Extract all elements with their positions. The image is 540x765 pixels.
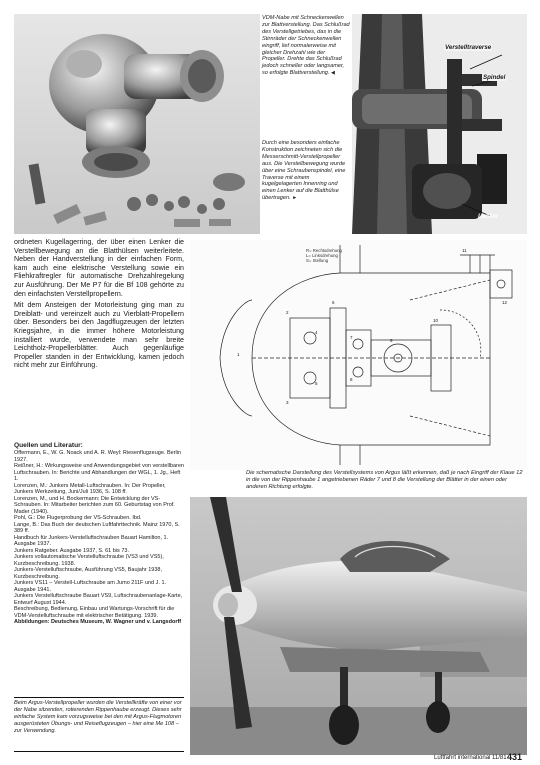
reference-item: Junkers Ratgeber. Ausgabe 1937, S. 61 bis 73. — [14, 547, 129, 554]
caption-argus-propeller: Beim Argus-Verstellpropeller wurden die Verstellkräfte von einer vor der Nabe sitzenden, rotierenden Rippenhaube erzeugt. Dieses sehr einfache System kam vorzugsweise bei den mit Argus-Flugmotoren ausgerüsteten Übungs- und Reiseflugzeugen – hier eine Me 108 – zur Verwendung. — [14, 700, 182, 734]
references — [14, 442, 184, 626]
references-title: Quellen und Literatur: — [14, 442, 83, 449]
footer-journal: Luftfahrt international 11/81 — [434, 755, 507, 761]
diagram-legend — [306, 248, 342, 263]
diagram-marker: 9 — [390, 338, 393, 343]
caption-messerschmitt — [262, 140, 350, 202]
diagram-legend-line: L= Linksdrehung — [306, 253, 338, 258]
diagram-marker: 7 — [350, 335, 353, 340]
caption-bottom-rule-top — [14, 697, 184, 698]
label-lenker: Lenker — [478, 213, 499, 220]
page-number: 431 — [507, 752, 523, 762]
reference-item: Lorenzen, M., und H. Bockermann: Die Entwicklung der VS-Schrauben. In: Mitarbeiter berichten zum 60. Geburtstag von Prof. Mader (1940). — [14, 495, 175, 515]
reference-item: Reißner, H.: Wirkungsweise und Anwendungsgebiet von verstellbaren Luftschrauben. In: Berichte und Abhandlungen der WGL, 1. Jg., Heft 1. — [14, 463, 184, 482]
reference-item: Junkers-Verstelluftschraube, Ausführung VS5, Baujahr 1938, Kurzbeschreibung. — [14, 567, 162, 580]
article-paragraph: ordneten Kugellagerring, der über einen Lenker die Verstellbewegung an die Blatthülsen weiterleitete. Neben der Handverstellung in der einfachen Form, kam auch eine elektrische Verstellung sowie ein Fliehkraftregler für automatische Drehzahlregelung zur Ausführung. Der Me P7 für die Bf 108 gehörte zu den einfachsten Verstellpropellern. — [14, 238, 184, 298]
diagram-marker: 6 — [332, 300, 335, 305]
reference-item: Lange, B.: Das Buch der deutschen Luftfahrttechnik. Mainz 1970, S. 389 ff. — [14, 521, 180, 534]
reference-item: Junkers vollautomatische Verstelluftschraube (VS3 und VS5), Kurzbeschreibung. 1938. — [14, 554, 164, 567]
diagram-marker: 11 — [462, 248, 467, 253]
caption-arrow-right-icon: ► — [292, 195, 298, 202]
caption-bottom-rule-bottom — [14, 751, 184, 752]
article-body — [14, 238, 184, 373]
caption-argus-diagram: Die schematische Darstellung des Verstellsystems von Argus läßt erkennen, daß je nach Eingriff der Klaue 12 in die von der Rippenhaube 1 angetriebenen Räder 7 und 8 die Verstellung der Blätter in der einen oder anderen Richtung erfolgte. — [246, 470, 523, 490]
diagram-marker: 4 — [315, 330, 318, 335]
reference-item: Handbuch für Junkers-Verstelluftschrauben Bauart Hamilton, 1. Ausgabe 1937. — [14, 534, 169, 547]
label-verstelltraverse: Verstelltraverse — [445, 44, 492, 51]
reference-item: Pohl, G.: Die Flugerprobung der VS-Schrauben. Ibd. — [14, 515, 142, 521]
reference-credits: Abbildungen: Deutsches Museum, W. Wagner und v. Langsdorff — [14, 619, 182, 625]
messerschmitt-mechanism-photo — [352, 14, 527, 234]
article-paragraph: Mit dem Ansteigen der Motorleistung ging man zu Dreiblatt- und vereinzelt auch zu Vierblatt-Propellern über. Besonders bei den Jagdflugzeugen der letzten Kriegsjahre, in die immer höhere Motorleistung installiert wurde, verwendete man sehr breite Leichtholz-Propellerblätter. Auch gegenläufige Propeller standen in der Entwicklung, kamen jedoch nicht mehr zur Einführung. — [14, 301, 184, 370]
diagram-legend-line: R= Rechtsdrehung — [306, 248, 342, 253]
caption-vdm-hub — [262, 15, 350, 77]
reference-item: Junkers Verstelluftschraube Bauart VS9, Luftschraubenanlage-Karte, Entwurf August 1944. — [14, 593, 183, 606]
diagram-marker: 5 — [315, 381, 318, 386]
caption-messerschmitt-text: Durch eine besonders einfache Konstruktion zeichneten sich die Messerschmitt-Verstellpropeller aus. Die Verstellbewegung wurde über eine Schraubenspindel, eine Traverse mit einem kugelgelagerten Innenring und einen Lenker auf die Blatthülse übertragen. — [262, 140, 346, 202]
me108-aircraft-photo — [190, 497, 527, 755]
reference-item: Lorenzen, M.: Junkers Metall-Luftschrauben. In: Der Propeller, Junkers Werkzeitung, Juni/Juli 1936, S. 108 ff. — [14, 482, 166, 495]
diagram-marker: 3 — [286, 400, 289, 405]
argus-schematic-diagram — [190, 240, 527, 470]
vdm-hub-photo — [14, 14, 260, 234]
diagram-marker: 8 — [350, 377, 353, 382]
diagram-marker: 10 — [433, 318, 439, 323]
reference-item: Beschreibung, Bedienung, Einbau und Wartungs-Vorschrift für die VDM-Verstelluftschraube mit elektrischer Betätigung. 1939. — [14, 606, 175, 619]
diagram-marker: 12 — [502, 300, 508, 305]
reference-item: Junkers VS11 – Verstell-Luftschraube am Jumo 211F und J. 1. Ausgabe 1941. — [14, 580, 167, 593]
label-spindel: Spindel — [483, 74, 506, 81]
diagram-marker: 1 — [237, 352, 240, 357]
diagram-marker: 2 — [286, 310, 289, 315]
diagram-legend-line: S= Stellung — [306, 258, 329, 263]
caption-arrow-left-icon: ◀ — [331, 70, 335, 77]
reference-item: Offermann, E., W. G. Noack und A. R. Weyl: Riesenflugzeuge. Berlin 1927. — [14, 450, 182, 463]
caption-vdm-hub-text: VDM-Nabe mit Schneckenwellen zur Blattverstellung. Das Schlußrad des Verstellgetriebes, das in die Stirnräder der Schneckenwellen eingriff, lief normalerweise mit gleicher Drehzahl wie der Propeller. Drehte das Schlußrad jedoch schneller oder langsamer, so erfolgte Blattverstellung. — [262, 15, 350, 77]
